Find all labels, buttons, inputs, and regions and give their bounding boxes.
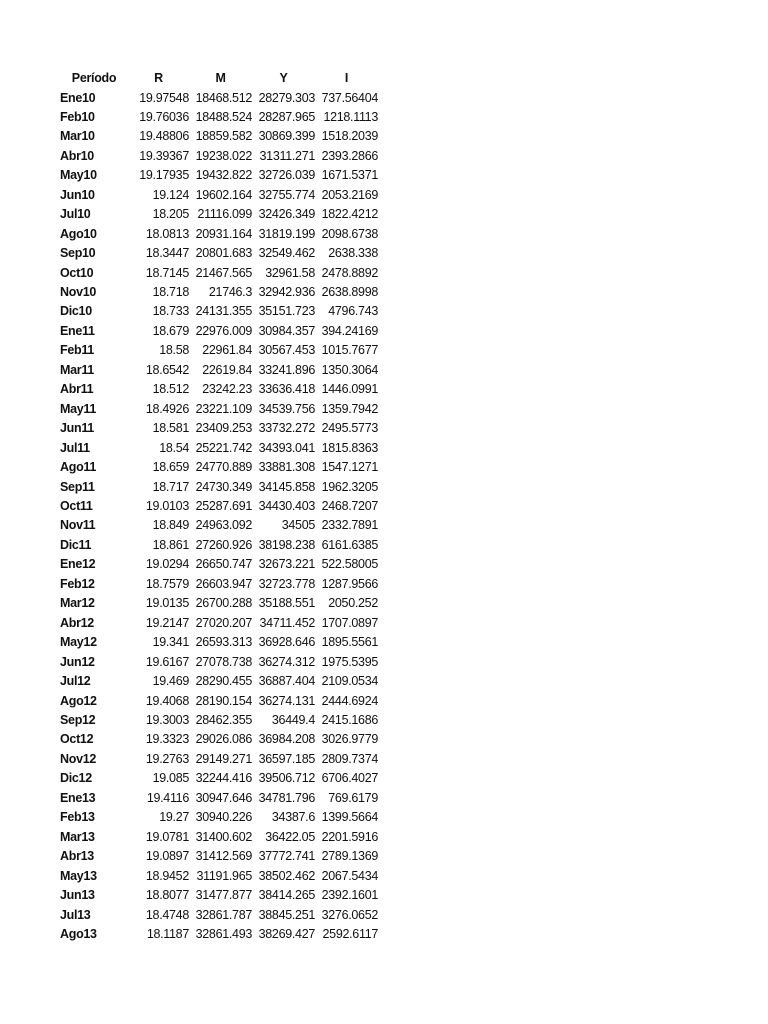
cell-period: Abr11 (60, 382, 94, 397)
cell-period: Jul13 (60, 907, 91, 922)
cell-m: 26603.947 (195, 576, 252, 591)
cell-m: 20801.683 (195, 246, 252, 261)
cell-i: 1547.1271 (321, 460, 378, 475)
cell-period: Jun13 (60, 888, 95, 903)
cell-i: 2592.6117 (322, 926, 378, 941)
cell-r: 19.4068 (145, 693, 189, 708)
cell-r: 19.469 (152, 674, 189, 689)
cell-y: 32755.774 (258, 187, 315, 202)
cell-y: 32673.221 (258, 557, 315, 572)
cell-r: 19.2763 (145, 751, 189, 766)
table-row (60, 808, 378, 827)
cell-y: 34711.452 (259, 615, 315, 630)
cell-i: 2495.5773 (321, 421, 378, 436)
cell-i: 522.58005 (321, 557, 378, 572)
cell-y: 33241.896 (258, 362, 315, 377)
cell-y: 36984.208 (258, 732, 315, 747)
cell-r: 19.124 (152, 187, 189, 202)
table-row (60, 516, 378, 535)
cell-r: 19.17935 (139, 168, 189, 183)
cell-r: 19.76036 (139, 109, 189, 124)
cell-m: 22961.84 (202, 343, 252, 358)
table-row (60, 380, 378, 399)
table-row (60, 322, 378, 341)
cell-m: 27020.207 (195, 615, 252, 630)
cell-i: 6706.4027 (321, 771, 378, 786)
header-r: R (154, 71, 163, 85)
cell-m: 20931.164 (195, 226, 252, 241)
cell-m: 30947.646 (195, 790, 252, 805)
cell-period: Nov12 (60, 751, 97, 766)
table-row (60, 828, 378, 847)
table-row (60, 166, 378, 185)
cell-y: 32961.58 (265, 265, 315, 280)
cell-period: Feb11 (60, 343, 94, 358)
cell-r: 18.8077 (145, 888, 189, 903)
table-row (60, 672, 378, 691)
cell-i: 2393.2866 (321, 148, 378, 163)
cell-y: 36597.185 (258, 751, 315, 766)
cell-i: 3026.9779 (321, 732, 378, 747)
cell-y: 36887.404 (258, 674, 315, 689)
cell-y: 38414.265 (258, 888, 315, 903)
cell-i: 1895.5561 (321, 635, 378, 650)
table-row (60, 341, 378, 360)
cell-i: 2478.8892 (321, 265, 378, 280)
cell-i: 2638.338 (328, 246, 378, 261)
cell-y: 33732.272 (258, 421, 315, 436)
cell-m: 25221.742 (195, 440, 252, 455)
cell-m: 25287.691 (195, 499, 252, 514)
cell-period: Oct11 (60, 499, 93, 514)
cell-r: 18.1187 (146, 926, 189, 941)
table-row (60, 730, 378, 749)
cell-m: 21467.565 (195, 265, 252, 280)
cell-r: 19.0294 (145, 557, 189, 572)
cell-period: Ago11 (60, 460, 97, 475)
table-row (60, 439, 378, 458)
cell-r: 19.48806 (139, 129, 189, 144)
cell-i: 2392.1601 (321, 888, 378, 903)
cell-i: 1287.9566 (321, 576, 378, 591)
table-row (60, 244, 378, 263)
table-row (60, 302, 378, 321)
cell-period: Feb13 (60, 810, 95, 825)
cell-y: 38502.462 (258, 868, 315, 883)
cell-i: 2050.252 (328, 596, 378, 611)
cell-i: 1446.0991 (321, 382, 378, 397)
table-row (60, 419, 378, 438)
cell-m: 19432.822 (195, 168, 252, 183)
table-body (60, 89, 378, 945)
cell-y: 32723.778 (258, 576, 315, 591)
header-row (60, 69, 378, 89)
cell-m: 23221.109 (195, 401, 252, 416)
cell-i: 2468.7207 (321, 499, 378, 514)
header-i: I (344, 71, 349, 85)
cell-r: 19.085 (152, 771, 189, 786)
cell-period: Feb12 (60, 576, 95, 591)
cell-period: Jul10 (60, 207, 91, 222)
cell-y: 34393.041 (258, 440, 315, 455)
cell-period: Jul12 (60, 674, 91, 689)
cell-y: 36274.131 (258, 693, 315, 708)
table-row (60, 497, 378, 516)
cell-period: Sep10 (60, 246, 96, 261)
table-row (60, 264, 378, 283)
cell-m: 31400.602 (195, 829, 252, 844)
cell-y: 38198.238 (258, 537, 315, 552)
cell-period: Jun11 (60, 421, 94, 436)
cell-m: 30940.226 (195, 810, 252, 825)
cell-m: 23409.253 (195, 421, 252, 436)
cell-period: Mar12 (60, 596, 95, 611)
cell-r: 19.0781 (145, 829, 189, 844)
cell-y: 34505 (281, 518, 315, 533)
table-row (60, 575, 378, 594)
cell-r: 18.4748 (145, 907, 189, 922)
cell-period: Abr12 (60, 615, 94, 630)
table-row (60, 458, 378, 477)
cell-period: Dic10 (60, 304, 92, 319)
cell-m: 22976.009 (195, 323, 252, 338)
cell-y: 38269.427 (258, 926, 315, 941)
cell-m: 18859.582 (195, 129, 252, 144)
table-row (60, 186, 378, 205)
table-row (60, 225, 378, 244)
cell-m: 21116.099 (197, 207, 252, 222)
cell-y: 32426.349 (258, 207, 315, 222)
cell-period: Jul11 (60, 440, 90, 455)
cell-r: 19.0135 (145, 596, 189, 611)
cell-r: 18.7579 (145, 576, 189, 591)
cell-r: 18.54 (159, 440, 189, 455)
table-row (60, 478, 378, 497)
cell-m: 28190.154 (195, 693, 252, 708)
table-row (60, 555, 378, 574)
cell-period: May13 (60, 868, 97, 883)
cell-i: 1975.5395 (321, 654, 378, 669)
cell-i: 2067.5434 (321, 868, 378, 883)
cell-m: 31477.877 (195, 888, 252, 903)
cell-period: Oct10 (60, 265, 94, 280)
cell-y: 36928.646 (258, 635, 315, 650)
cell-period: May11 (60, 401, 97, 416)
table-row (60, 89, 378, 108)
cell-i: 1218.1113 (323, 109, 378, 124)
table-row (60, 361, 378, 380)
cell-period: Nov10 (60, 285, 97, 300)
cell-period: Ene13 (60, 790, 96, 805)
cell-i: 2332.7891 (321, 518, 378, 533)
cell-i: 2789.1369 (321, 849, 378, 864)
cell-r: 18.861 (152, 537, 189, 552)
table-row (60, 594, 378, 613)
cell-period: Ene11 (60, 323, 95, 338)
cell-m: 24963.092 (195, 518, 252, 533)
cell-r: 18.58 (159, 343, 189, 358)
cell-r: 19.3003 (145, 713, 189, 727)
cell-m: 31412.569 (195, 849, 252, 864)
table-row (60, 147, 378, 166)
cell-m: 21746.3 (208, 285, 252, 300)
table-row (60, 769, 378, 788)
cell-m: 24730.349 (195, 479, 252, 494)
cell-i: 2444.6924 (321, 693, 378, 708)
cell-period: Ago13 (60, 926, 97, 941)
header-period: Período (71, 71, 117, 85)
cell-m: 27078.738 (195, 654, 252, 669)
table-row (60, 867, 378, 886)
cell-m: 32244.416 (195, 771, 252, 786)
cell-i: 1518.2039 (321, 129, 378, 144)
spreadsheet (60, 69, 378, 944)
cell-y: 35188.551 (258, 596, 315, 611)
cell-y: 34387.6 (271, 810, 315, 825)
cell-r: 18.581 (152, 421, 189, 436)
data-table (60, 69, 378, 944)
cell-i: 1671.5371 (321, 168, 378, 183)
cell-y: 33881.308 (258, 460, 315, 475)
table-row (60, 633, 378, 652)
cell-y: 36422.05 (265, 829, 315, 844)
cell-r: 19.341 (152, 635, 189, 650)
cell-r: 19.27 (159, 810, 189, 825)
cell-period: Ago12 (60, 693, 97, 708)
cell-m: 29149.271 (195, 751, 252, 766)
table-row (60, 127, 378, 146)
cell-r: 18.6542 (145, 362, 189, 377)
cell-m: 31191.965 (196, 868, 252, 883)
cell-i: 1822.4212 (321, 207, 378, 222)
cell-r: 18.9452 (145, 868, 189, 883)
cell-period: Dic11 (60, 537, 92, 552)
cell-m: 27260.926 (195, 537, 252, 552)
cell-i: 6161.6385 (321, 537, 378, 552)
table-row (60, 400, 378, 419)
cell-y: 30869.399 (258, 129, 315, 144)
cell-m: 29026.086 (195, 732, 252, 747)
cell-r: 19.4116 (146, 790, 189, 805)
cell-r: 18.7145 (145, 265, 189, 280)
table-row (60, 108, 378, 127)
cell-y: 28287.965 (258, 109, 315, 124)
cell-period: Ago10 (60, 226, 97, 241)
table-row (60, 614, 378, 633)
cell-period: Abr13 (60, 849, 94, 864)
cell-r: 19.0897 (145, 849, 189, 864)
cell-y: 35151.723 (258, 304, 315, 319)
cell-m: 28462.355 (195, 713, 252, 727)
cell-y: 38845.251 (258, 907, 315, 922)
cell-period: Dic12 (60, 771, 92, 786)
cell-i: 1707.0897 (321, 615, 378, 630)
cell-y: 37772.741 (258, 849, 315, 864)
cell-y: 36274.312 (258, 654, 315, 669)
cell-m: 26593.313 (195, 635, 252, 650)
cell-i: 1399.5664 (321, 810, 378, 825)
cell-period: Nov11 (60, 518, 96, 533)
table-row (60, 536, 378, 555)
cell-period: May12 (60, 635, 97, 650)
cell-y: 32942.936 (258, 285, 315, 300)
cell-m: 22619.84 (202, 362, 252, 377)
cell-period: Mar13 (60, 829, 95, 844)
cell-m: 18468.512 (195, 90, 252, 105)
cell-i: 769.6179 (328, 790, 378, 805)
cell-period: Abr10 (60, 148, 94, 163)
cell-y: 34781.796 (258, 790, 315, 805)
cell-i: 1962.3205 (321, 479, 378, 494)
cell-period: Ene10 (60, 90, 96, 105)
table-header (60, 69, 378, 89)
cell-period: Mar10 (60, 129, 95, 144)
cell-r: 18.849 (152, 518, 189, 533)
cell-i: 1359.7942 (321, 401, 378, 416)
table-row (60, 925, 378, 944)
cell-r: 18.718 (152, 285, 189, 300)
cell-y: 36449.4 (271, 713, 315, 727)
cell-y: 34539.756 (258, 401, 315, 416)
table-row (60, 886, 378, 905)
cell-i: 2809.7374 (321, 751, 378, 766)
cell-m: 24131.355 (195, 304, 252, 319)
cell-y: 30567.453 (258, 343, 315, 358)
cell-m: 24770.889 (195, 460, 252, 475)
cell-period: Jun12 (60, 654, 95, 669)
cell-i: 2201.5916 (321, 829, 378, 844)
cell-i: 1350.3064 (321, 362, 378, 377)
cell-r: 18.512 (152, 382, 189, 397)
cell-y: 32549.462 (258, 246, 315, 261)
cell-y: 30984.357 (258, 323, 315, 338)
table-row (60, 789, 378, 808)
cell-r: 18.659 (152, 460, 189, 475)
cell-y: 31311.271 (259, 148, 315, 163)
header-m: M (215, 71, 226, 85)
cell-period: Sep11 (60, 479, 95, 494)
table-row (60, 750, 378, 769)
cell-y: 34145.858 (258, 479, 315, 494)
cell-i: 394.24169 (321, 323, 378, 338)
cell-period: Jun10 (60, 187, 95, 202)
cell-y: 31819.199 (258, 226, 315, 241)
cell-m: 26700.288 (195, 596, 252, 611)
cell-m: 32861.787 (195, 907, 252, 922)
cell-y: 32726.039 (258, 168, 315, 183)
cell-r: 19.97548 (139, 90, 189, 105)
cell-period: Oct12 (60, 732, 94, 747)
cell-r: 18.679 (152, 323, 189, 338)
cell-period: Sep12 (60, 713, 96, 727)
cell-m: 23242.23 (202, 382, 252, 397)
cell-period: Mar11 (60, 362, 94, 377)
cell-m: 32861.493 (195, 926, 252, 941)
cell-r: 18.205 (152, 207, 189, 222)
table-row (60, 847, 378, 866)
cell-i: 3276.0652 (321, 907, 378, 922)
cell-y: 34430.403 (258, 499, 315, 514)
cell-i: 2053.2169 (321, 187, 378, 202)
cell-m: 26650.747 (195, 557, 252, 572)
cell-m: 19602.164 (195, 187, 252, 202)
cell-r: 18.3447 (145, 246, 189, 261)
cell-y: 39506.712 (258, 771, 315, 786)
table-row (60, 283, 378, 302)
header-y: Y (279, 71, 288, 85)
cell-i: 4796.743 (328, 304, 378, 319)
table-row (60, 711, 378, 730)
cell-r: 19.6167 (145, 654, 189, 669)
cell-i: 737.56404 (321, 90, 378, 105)
table-row (60, 653, 378, 672)
cell-m: 18488.524 (195, 109, 252, 124)
table-row (60, 692, 378, 711)
cell-r: 18.733 (152, 304, 189, 319)
cell-y: 33636.418 (258, 382, 315, 397)
cell-r: 18.0813 (145, 226, 189, 241)
cell-period: May10 (60, 168, 97, 183)
table-row (60, 906, 378, 925)
cell-y: 28279.303 (258, 90, 315, 105)
cell-i: 2098.6738 (321, 226, 378, 241)
cell-i: 2415.1686 (321, 713, 378, 727)
table-row (60, 205, 378, 224)
cell-r: 19.2147 (145, 615, 189, 630)
cell-i: 1015.7677 (321, 343, 378, 358)
cell-r: 19.39367 (139, 148, 189, 163)
cell-period: Ene12 (60, 557, 96, 572)
cell-r: 18.717 (152, 479, 189, 494)
cell-i: 2109.0534 (321, 674, 378, 689)
cell-m: 19238.022 (195, 148, 252, 163)
cell-period: Feb10 (60, 109, 95, 124)
cell-r: 18.4926 (145, 401, 189, 416)
cell-r: 19.0103 (145, 499, 189, 514)
cell-i: 1815.8363 (321, 440, 378, 455)
cell-i: 2638.8998 (321, 285, 378, 300)
cell-r: 19.3323 (145, 732, 189, 747)
cell-m: 28290.455 (195, 674, 252, 689)
